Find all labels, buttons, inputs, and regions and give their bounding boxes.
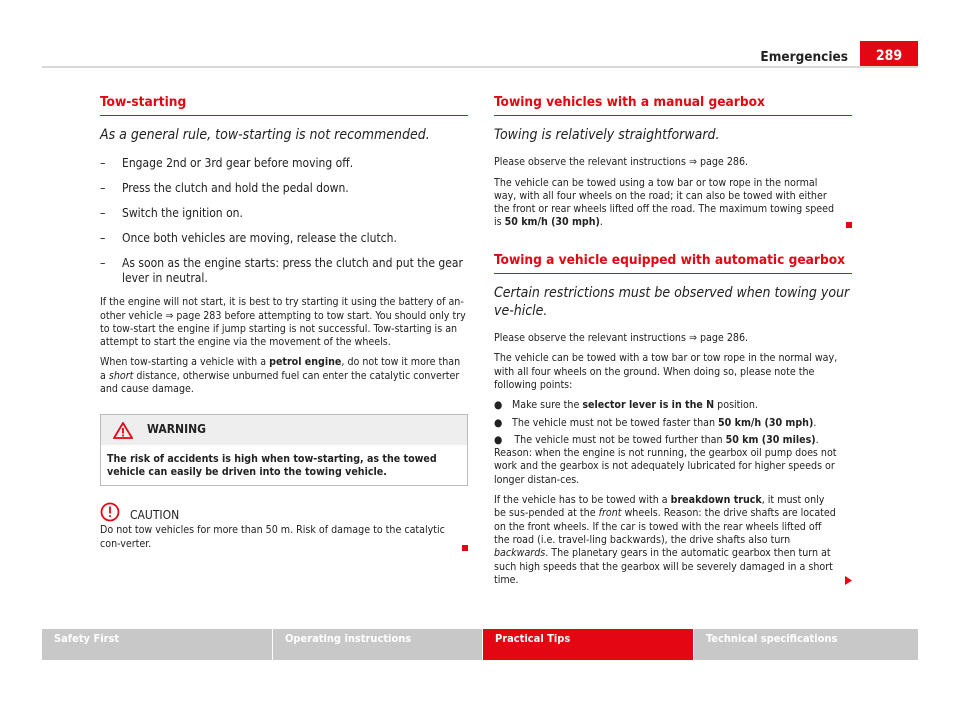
- caution-title: CAUTION: [130, 507, 180, 522]
- step-item: – Once both vehicles are moving, release the clutch.: [100, 231, 397, 246]
- automatic-ref-paragraph: Please observe the relevant instructions ⇒ page 286.: [494, 332, 749, 345]
- manual-gearbox-heading: Towing vehicles with a manual gearbox: [494, 96, 852, 116]
- warning-title: WARNING: [147, 422, 206, 437]
- warning-triangle-icon: [113, 422, 133, 439]
- footer-tab-practical-tips[interactable]: Practical Tips: [483, 629, 693, 660]
- caution-text: Do not tow vehicles for more than 50 m. Risk of damage to the catalytic con-verter.: [100, 524, 468, 551]
- section-title: Emergencies: [760, 49, 848, 65]
- step-item: – Switch the ignition on.: [100, 206, 243, 221]
- automatic-gearbox-intro: Certain restrictions must be observed when towing your ve-hicle.: [494, 285, 850, 320]
- warning-text: The risk of accidents is high when tow-starting, as the towed vehicle can easily be driven into the towing vehicle.: [107, 452, 437, 478]
- jump-start-paragraph: If the engine will not start, it is best to try starting it using the battery of an-other vehicle ⇒ page 283 before attempting to tow start. You should only try to tow-start the engine if jump starting is not successful. Tow-starting is an attempt to start the engine via the movement of the wheels.: [100, 296, 466, 349]
- manual-gearbox-intro: Towing is relatively straightforward.: [494, 127, 720, 144]
- caution-header: [100, 502, 468, 522]
- page-number: 289: [860, 41, 918, 68]
- automatic-towing-paragraph: The vehicle can be towed with a tow bar or tow rope in the normal way, with all four wheels on the ground. When doing so, please note the following points:: [494, 352, 838, 391]
- footer-tab-technical-specifications[interactable]: Technical specifications: [694, 629, 918, 660]
- right-column: [494, 96, 852, 594]
- warning-box: [100, 414, 468, 486]
- continue-arrow-icon: [845, 576, 852, 585]
- section-end-marker: [462, 545, 468, 551]
- footer-tab-safety-first[interactable]: Safety First: [42, 629, 272, 660]
- bullet-item: ● The vehicle must not be towed faster than 50 km/h (30 mph).: [494, 416, 817, 429]
- bullet-item: ● The vehicle must not be towed further than 50 km (30 miles). Reason: when the engine is not running, the gearbox oil pump does not work and the gearbox is not adequately lubricated for higher speeds or longer distan-ces.: [494, 433, 837, 486]
- step-item: – Engage 2nd or 3rd gear before moving off.: [100, 156, 354, 171]
- step-item: – As soon as the engine starts: press the clutch and put the gear lever in neutral.: [100, 256, 463, 286]
- breakdown-truck-paragraph: If the vehicle has to be towed with a breakdown truck, it must only be sus-pended at the front wheels. Reason: the drive shafts are located on the front wheels. If the car is towed with the rear wheels lifted off the road (i.e. travel-ling backwards), the drive shafts also turn backwards. The planetary gears in the automatic gearbox then turn at such high speeds that the gearbox will be severely damaged in a short time.: [494, 494, 852, 587]
- bullet-item: ● Make sure the selector lever is in the N position.: [494, 399, 758, 412]
- manual-towing-paragraph: The vehicle can be towed using a tow bar or tow rope in the normal way, with all four wheels on the road; it can also be towed with either the front or rear wheels lifted off the road. The maximum towing speed is 50 km/h (30 mph).: [494, 177, 852, 230]
- left-column: [100, 96, 468, 558]
- section-end-marker: [846, 222, 852, 228]
- footer-tab-operating-instructions[interactable]: Operating instructions: [273, 629, 482, 660]
- tow-starting-steps: [100, 156, 468, 286]
- warning-header: [101, 415, 467, 444]
- tow-starting-intro: As a general rule, tow-starting is not recommended.: [100, 127, 430, 144]
- caution-icon: [100, 502, 120, 522]
- petrol-engine-paragraph: When tow-starting a vehicle with a petrol engine, do not tow it more than a short distance, otherwise unburned fuel can enter the catalytic converter and cause damage.: [100, 356, 461, 396]
- manual-ref-paragraph: Please observe the relevant instructions ⇒ page 286.: [494, 156, 749, 169]
- automatic-gearbox-heading: Towing a vehicle equipped with automatic gearbox: [494, 254, 852, 274]
- tow-starting-heading: Tow-starting: [100, 96, 468, 116]
- step-item: – Press the clutch and hold the pedal down.: [100, 181, 349, 196]
- header-rule: [42, 66, 918, 68]
